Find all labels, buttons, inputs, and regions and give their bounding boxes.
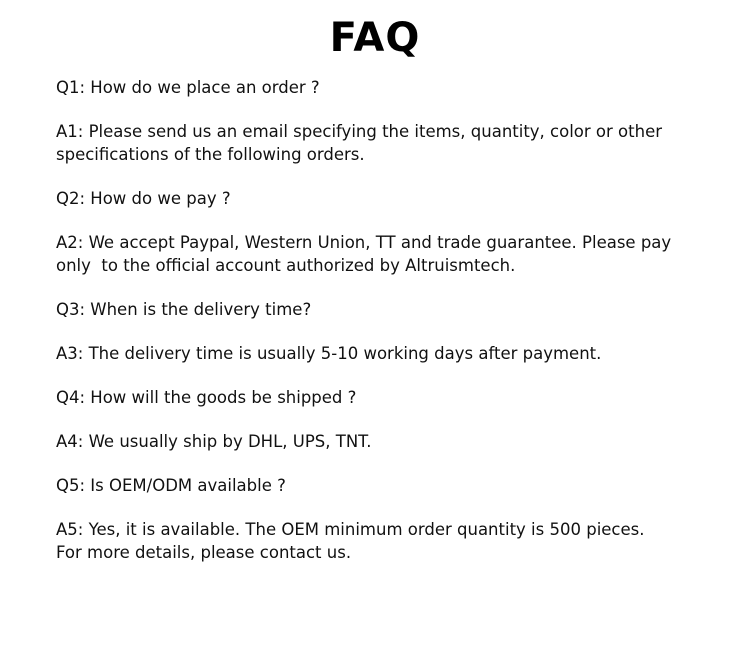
faq-answer-3: A3: The delivery time is usually 5-10 working days after payment. [56, 344, 602, 363]
faq-answer-1: A1: Please send us an email specifying the items, quantity, color or other specifications of the following orders. [56, 122, 663, 164]
faq-question-5: Q5: Is OEM/ODM available ? [56, 476, 286, 495]
faq-question-1: Q1: How do we place an order ? [56, 78, 320, 97]
faq-question-2: Q2: How do we pay ? [56, 189, 231, 208]
faq-answer-2: A2: We accept Paypal, Western Union, TT and trade guarantee. Please pay only to the official account authorized by Altruismtech. [56, 233, 672, 275]
page-title: FAQ [329, 15, 421, 61]
faq-answer-5: A5: Yes, it is available. The OEM minimum order quantity is 500 pieces. For more details, please contact us. [56, 520, 645, 562]
faq-answer-4: A4: We usually ship by DHL, UPS, TNT. [56, 432, 372, 451]
faq-question-3: Q3: When is the delivery time? [56, 300, 312, 319]
faq-list [56, 76, 706, 564]
faq-question-4: Q4: How will the goods be shipped ? [56, 388, 357, 407]
